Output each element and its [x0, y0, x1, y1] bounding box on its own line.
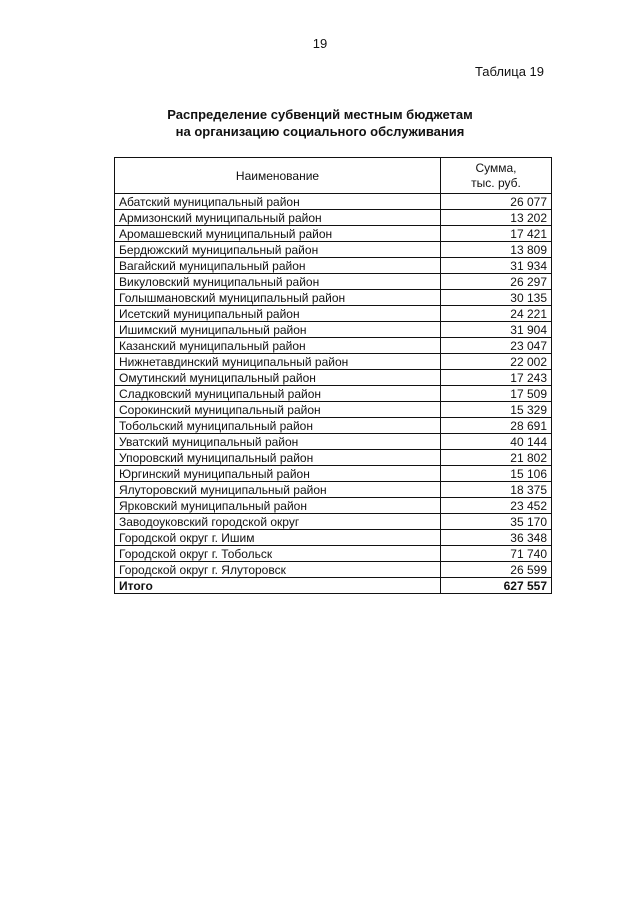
table-row	[115, 354, 552, 370]
row-name: Юргинский муниципальный район	[115, 466, 441, 482]
row-value: 24 221	[441, 306, 552, 322]
row-value: 15 329	[441, 402, 552, 418]
row-name: Ялуторовский муниципальный район	[115, 482, 441, 498]
row-name: Городской округ г. Ишим	[115, 530, 441, 546]
row-name: Голышмановский муниципальный район	[115, 290, 441, 306]
row-name: Омутинский муниципальный район	[115, 370, 441, 386]
row-value: 13 202	[441, 210, 552, 226]
table-row	[115, 194, 552, 210]
row-name: Ярковский муниципальный район	[115, 498, 441, 514]
title-line-2: на организацию социального обслуживания	[175, 124, 465, 139]
table-row	[115, 386, 552, 402]
row-value: 18 375	[441, 482, 552, 498]
row-name: Тобольский муниципальный район	[115, 418, 441, 434]
table-header-row	[115, 158, 552, 194]
row-value: 35 170	[441, 514, 552, 530]
row-name: Армизонский муниципальный район	[115, 210, 441, 226]
total-label: Итого	[115, 578, 441, 594]
table-row	[115, 322, 552, 338]
table-label: Таблица 19	[474, 64, 544, 79]
total-value: 627 557	[441, 578, 552, 594]
row-name: Абатский муниципальный район	[115, 194, 441, 210]
header-name: Наименование	[115, 158, 441, 194]
row-name: Викуловский муниципальный район	[115, 274, 441, 290]
table-row	[115, 466, 552, 482]
table-row	[115, 450, 552, 466]
row-value: 30 135	[441, 290, 552, 306]
table-row	[115, 370, 552, 386]
row-value: 36 348	[441, 530, 552, 546]
page-number: 19	[312, 36, 328, 51]
row-value: 21 802	[441, 450, 552, 466]
table-row	[115, 498, 552, 514]
row-value: 17 509	[441, 386, 552, 402]
table-row	[115, 274, 552, 290]
row-name: Упоровский муниципальный район	[115, 450, 441, 466]
row-name: Нижнетавдинский муниципальный район	[115, 354, 441, 370]
table-row	[115, 482, 552, 498]
table-row	[115, 242, 552, 258]
row-name: Вагайский муниципальный район	[115, 258, 441, 274]
row-value: 13 809	[441, 242, 552, 258]
table-row	[115, 418, 552, 434]
row-name: Городской округ г. Тобольск	[115, 546, 441, 562]
row-name: Сладковский муниципальный район	[115, 386, 441, 402]
row-value: 17 421	[441, 226, 552, 242]
row-value: 26 297	[441, 274, 552, 290]
table-row	[115, 226, 552, 242]
table-row	[115, 338, 552, 354]
row-value: 31 934	[441, 258, 552, 274]
header-sum	[441, 158, 552, 194]
document-title	[0, 106, 640, 140]
table-row	[115, 306, 552, 322]
row-value: 26 077	[441, 194, 552, 210]
row-name: Сорокинский муниципальный район	[115, 402, 441, 418]
table-row	[115, 210, 552, 226]
row-name: Уватский муниципальный район	[115, 434, 441, 450]
table-row	[115, 514, 552, 530]
row-value: 22 002	[441, 354, 552, 370]
row-name: Казанский муниципальный район	[115, 338, 441, 354]
row-name: Аромашевский муниципальный район	[115, 226, 441, 242]
table-row	[115, 258, 552, 274]
table-row	[115, 562, 552, 578]
header-sum-line-2: тыс. руб.	[471, 175, 521, 190]
row-name: Исетский муниципальный район	[115, 306, 441, 322]
total-row	[115, 578, 552, 594]
subvention-table	[114, 157, 552, 594]
table-row	[115, 290, 552, 306]
row-value: 31 904	[441, 322, 552, 338]
row-name: Заводоуковский городской округ	[115, 514, 441, 530]
header-sum-line-1: Сумма,	[475, 160, 517, 175]
row-name: Городской округ г. Ялуторовск	[115, 562, 441, 578]
row-value: 23 452	[441, 498, 552, 514]
table-row	[115, 402, 552, 418]
row-name: Бердюжский муниципальный район	[115, 242, 441, 258]
row-value: 28 691	[441, 418, 552, 434]
row-value: 17 243	[441, 370, 552, 386]
title-line-1: Распределение субвенций местным бюджетам	[167, 107, 473, 122]
row-value: 23 047	[441, 338, 552, 354]
row-value: 40 144	[441, 434, 552, 450]
row-value: 71 740	[441, 546, 552, 562]
table-row	[115, 530, 552, 546]
row-name: Ишимский муниципальный район	[115, 322, 441, 338]
table-row	[115, 434, 552, 450]
row-value: 26 599	[441, 562, 552, 578]
table-row	[115, 546, 552, 562]
row-value: 15 106	[441, 466, 552, 482]
